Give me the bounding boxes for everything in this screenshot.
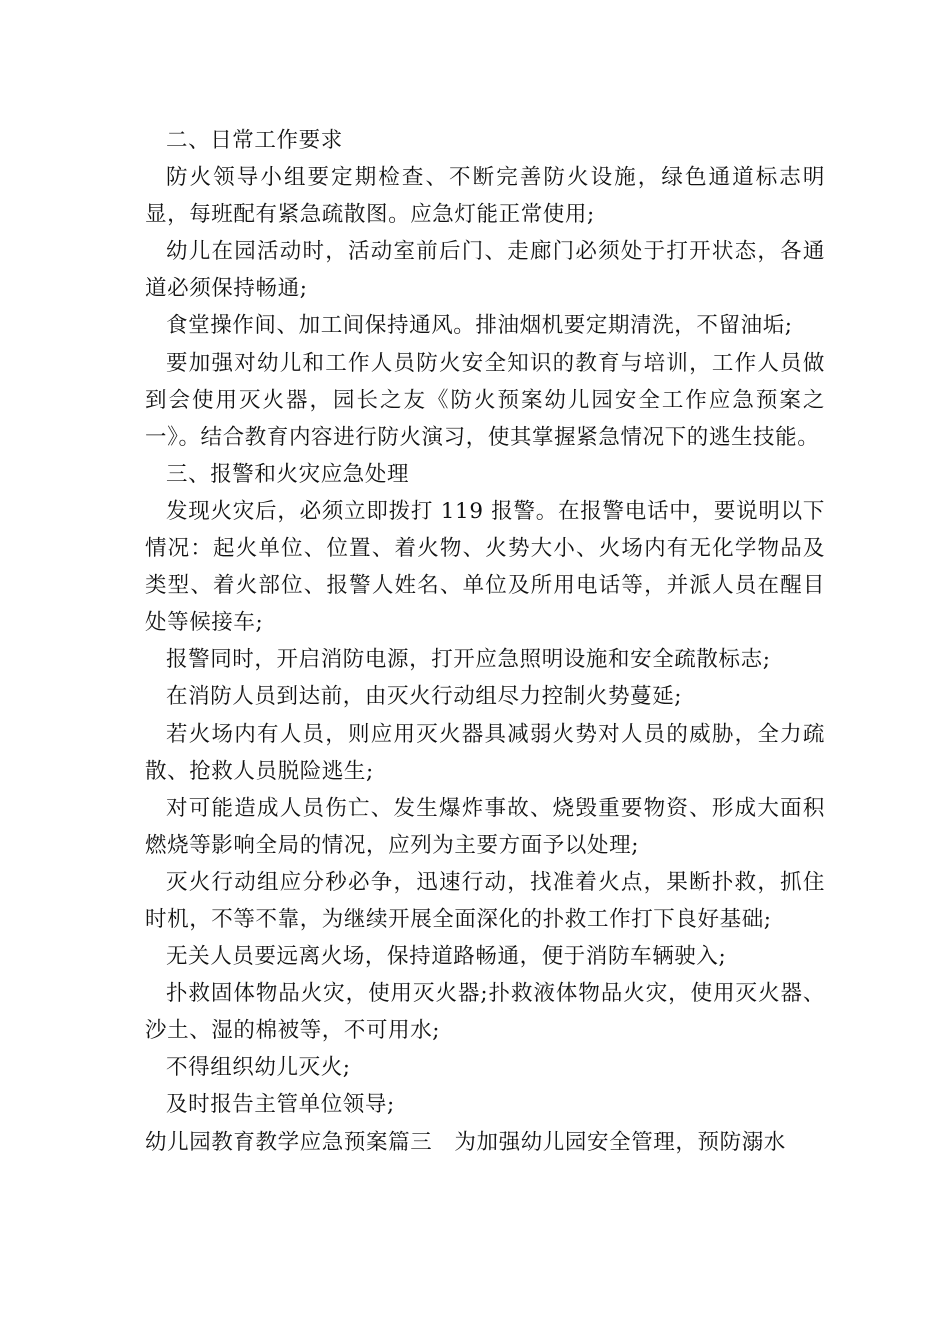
paragraph-evacuate-people: 若火场内有人员，则应用灭火器具减弱火势对人员的威胁，全力疏散、抢救人员脱险逃生; <box>145 721 825 784</box>
paragraph-no-children: 不得组织幼儿灭火; <box>166 1055 351 1081</box>
paragraph-keep-roads-clear: 无关人员要远离火场，保持道路畅通，便于消防车辆驶入; <box>166 944 727 970</box>
paragraph-extinguish-methods: 扑救固体物品火灾，使用灭火器;扑救液体物品火灾，使用灭火器、沙土、湿的棉被等，不可用水; <box>145 981 825 1044</box>
paragraph-safety-training: 要加强对幼儿和工作人员防火安全知识的教育与培训，工作人员做到会使用灭火器，园长之友《防火预案幼儿园安全工作应急预案之一》。结合教育内容进行防火演习，使其掌握紧急情况下的逃生技能。 <box>145 350 825 450</box>
section-heading-daily-work: 二、日常工作要求 <box>166 128 343 153</box>
paragraph-firefighting-team: 灭火行动组应分秒必争，迅速行动，找准着火点，果断扑救，抓住时机，不等不靠，为继续开展全面深化的扑救工作打下良好基础; <box>145 869 825 932</box>
paragraph-doors-open: 幼儿在园活动时，活动室前后门、走廊门必须处于打开状态，各通道必须保持畅通; <box>145 239 825 302</box>
paragraph-priority-handling: 对可能造成人员伤亡、发生爆炸事故、烧毁重要物资、形成大面积燃烧等影响全局的情况，应列为主要方面予以处理; <box>145 795 825 858</box>
paragraph-report-leadership: 及时报告主管单位领导; <box>166 1092 395 1118</box>
section-heading-alarm-response: 三、报警和火灾应急处理 <box>166 461 410 487</box>
document-body <box>145 122 825 1161</box>
paragraph-kitchen-ventilation: 食堂操作间、加工间保持通风。排油烟机要定期清洗，不留油垢; <box>166 313 793 339</box>
paragraph-control-fire: 在消防人员到达前，由灭火行动组尽力控制火势蔓延; <box>166 684 683 710</box>
paragraph-call-119: 发现火灾后，必须立即拨打 119 报警。在报警电话中，要说明以下情况：起火单位、位置、着火物、火势大小、火场内有无化学物品及类型、着火部位、报警人姓名、单位及所用电话等，并派人员在醒目处等候接车; <box>145 498 825 636</box>
paragraph-fire-facilities: 防火领导小组要定期检查、不断完善防火设施，绿色通道标志明显，每班配有紧急疏散图。应急灯能正常使用; <box>145 165 825 228</box>
paragraph-part-three-intro: 幼儿园教育教学应急预案篇三 为加强幼儿园安全管理，预防溺水 <box>145 1129 786 1155</box>
paragraph-emergency-lighting: 报警同时，开启消防电源，打开应急照明设施和安全疏散标志; <box>166 647 771 673</box>
